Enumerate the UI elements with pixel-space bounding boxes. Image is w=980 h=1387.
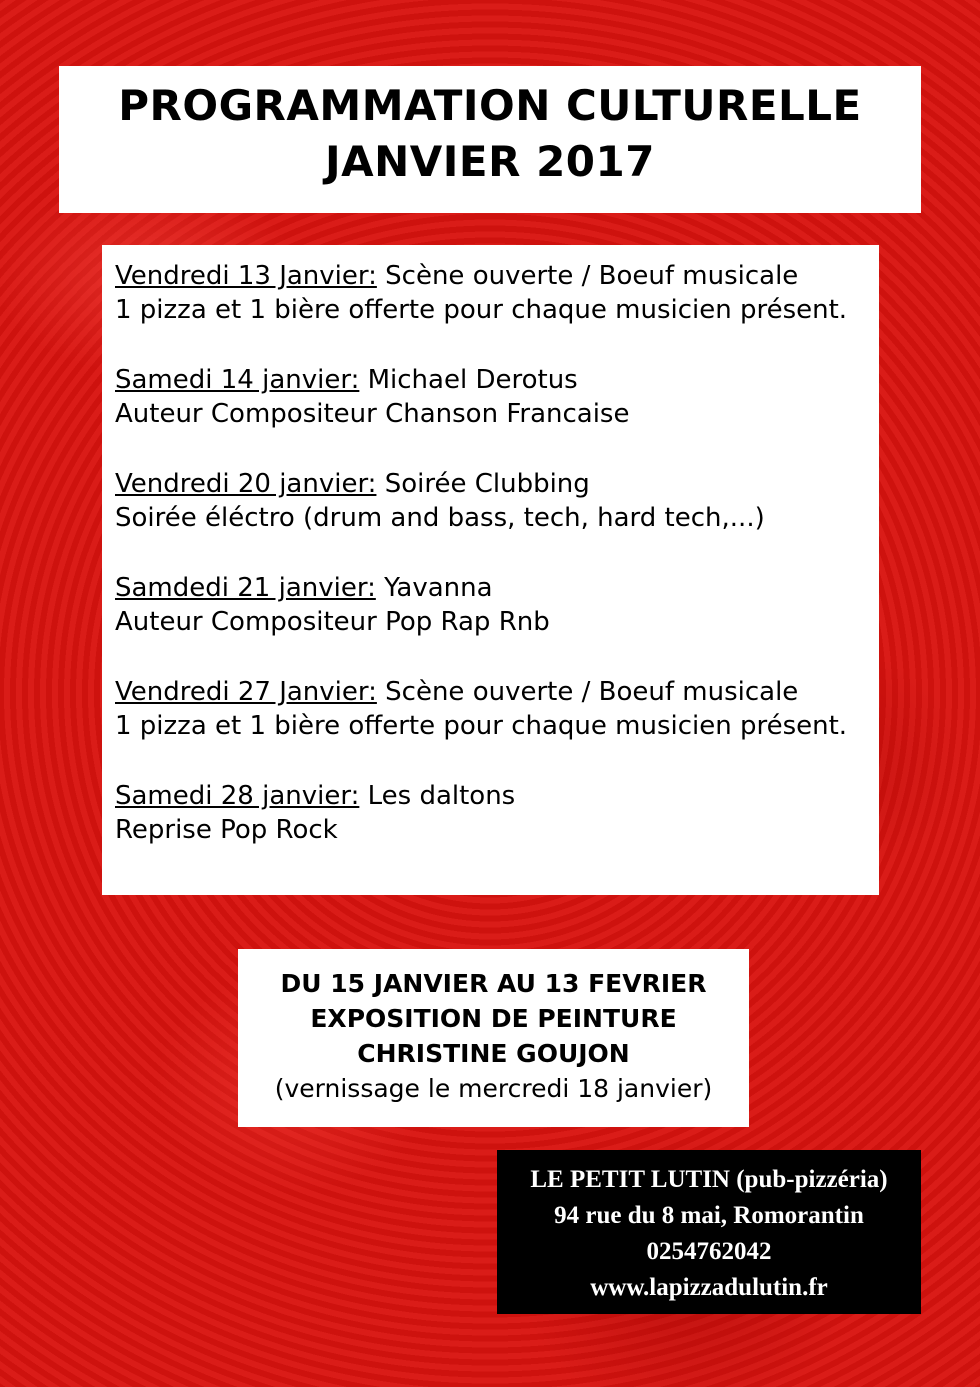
- exposition-box: [238, 949, 749, 1127]
- event-headline: Scène ouverte / Boeuf musicale: [376, 677, 799, 707]
- page-subtitle: JANVIER 2017: [325, 137, 655, 186]
- event-item: [115, 259, 879, 327]
- event-date: Samdedi 21 janvier:: [115, 573, 376, 603]
- event-headline: Yavanna: [375, 573, 493, 603]
- event-detail: Reprise Pop Rock: [115, 815, 338, 845]
- event-headline: Les daltons: [359, 781, 516, 811]
- event-detail: 1 pizza et 1 bière offerte pour chaque musicien présent.: [115, 711, 848, 741]
- event-headline: Scène ouverte / Boeuf musicale: [376, 261, 799, 291]
- page-title: PROGRAMMATION CULTURELLE: [118, 81, 862, 130]
- venue-phone: 0254762042: [646, 1238, 772, 1265]
- event-date: Samedi 28 janvier:: [115, 781, 360, 811]
- event-headline: Soirée Clubbing: [376, 469, 590, 499]
- venue-website: www.lapizzadulutin.fr: [590, 1274, 828, 1301]
- event-date: Vendredi 13 Janvier:: [115, 261, 377, 291]
- event-headline: Michael Derotus: [359, 365, 578, 395]
- contact-box: [497, 1150, 921, 1314]
- event-detail: Auteur Compositeur Pop Rap Rnb: [115, 607, 550, 637]
- exposition-title: EXPOSITION DE PEINTURE: [310, 1004, 677, 1033]
- event-item: [115, 467, 879, 535]
- exposition-artist: CHRISTINE GOUJON: [357, 1039, 630, 1068]
- venue-name: LE PETIT LUTIN (pub-pizzéria): [530, 1166, 888, 1193]
- event-item: [115, 779, 879, 847]
- event-date: Samedi 14 janvier:: [115, 365, 360, 395]
- events-list: [102, 245, 879, 895]
- title-box: [59, 66, 921, 213]
- exposition-dates: DU 15 JANVIER AU 13 FEVRIER: [280, 969, 707, 998]
- event-item: [115, 675, 879, 743]
- event-detail: 1 pizza et 1 bière offerte pour chaque musicien présent.: [115, 295, 848, 325]
- venue-address: 94 rue du 8 mai, Romorantin: [554, 1202, 864, 1229]
- event-detail: Auteur Compositeur Chanson Francaise: [115, 399, 630, 429]
- exposition-vernissage: (vernissage le mercredi 18 janvier): [274, 1074, 713, 1103]
- event-date: Vendredi 27 Janvier:: [115, 677, 377, 707]
- event-item: [115, 571, 879, 639]
- event-item: [115, 363, 879, 431]
- event-date: Vendredi 20 janvier:: [115, 469, 377, 499]
- event-detail: Soirée éléctro (drum and bass, tech, hard tech,...): [115, 503, 765, 533]
